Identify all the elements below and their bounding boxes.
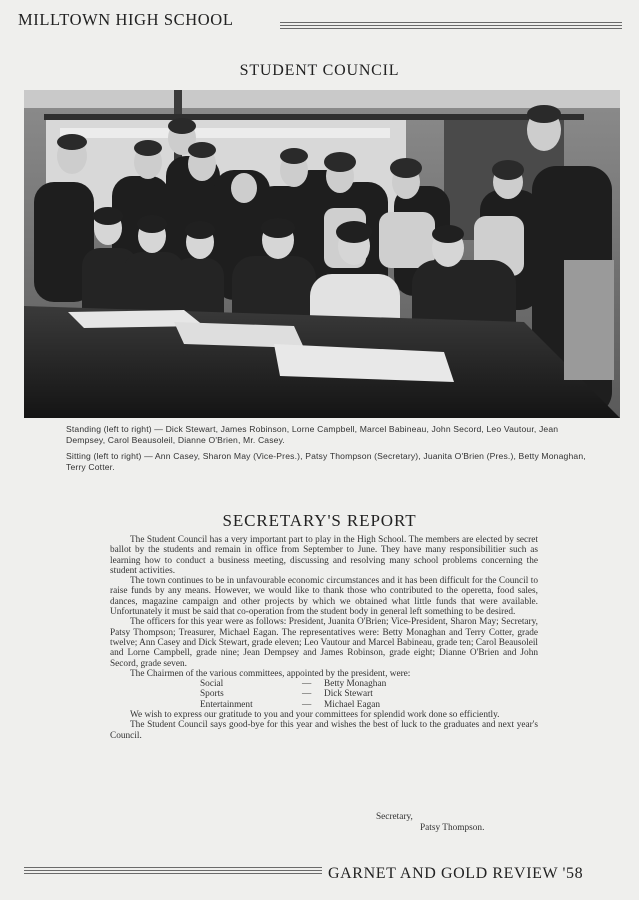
page-header bbox=[18, 10, 622, 32]
signature-block bbox=[376, 812, 484, 834]
footer-rules bbox=[24, 867, 322, 876]
report-paragraph: The officers for this year were as follows: President, Juanita O'Brien; Vice-President, Sharon May; Secretary, Patsy Thompson; Treasurer, Michael Eagan. The representatives were: Betty Monaghan and Terry Cotter, grade twelve; Ann Casey and Dick Stewart, grade eleven; Leo Vautour and Marcel Babineau, grade ten; Carol Beausoleil and Lorne Campbell, grade nine; Jean Dempsey and James Robinson, grade eight; Dianne O'Brien and John Secord, grade seven. bbox=[110, 617, 538, 669]
signature-role: Secretary, bbox=[376, 812, 413, 822]
committee-chair: Betty Monaghan bbox=[324, 679, 387, 690]
committee-row bbox=[200, 679, 538, 689]
caption-standing: Standing (left to right) — Dick Stewart, James Robinson, Lorne Campbell, Marcel Babineau, John Secord, Leo Vautour, Jean Dempsey, Carol Beausoleil, Dianne O'Brien, Mr. Casey. bbox=[66, 424, 559, 445]
committee-dash: — bbox=[302, 689, 312, 700]
signature-name: Patsy Thompson. bbox=[420, 823, 485, 833]
header-rules bbox=[280, 22, 622, 38]
committee-chair: Michael Eagan bbox=[324, 699, 381, 710]
report-paragraph: We wish to express our gratitude to you and your committees for splendid work done so efficiently. bbox=[130, 710, 500, 721]
caption-sitting: Sitting (left to right) — Ann Casey, Sharon May (Vice-Pres.), Patsy Thompson (Secretary), Juanita O'Brien (Pres.), Betty Monaghan, Terry Cotter. bbox=[66, 451, 586, 472]
group-photo-illustration bbox=[24, 90, 620, 418]
committee-name: Entertainment bbox=[200, 699, 253, 710]
report-paragraph: The Student Council says good-bye for this year and wishes the best of luck to the graduates and next year's Council. bbox=[110, 720, 538, 741]
committee-dash: — bbox=[302, 699, 312, 710]
committee-dash: — bbox=[302, 679, 312, 690]
report-title: SECRETARY'S REPORT bbox=[222, 511, 417, 530]
committee-chair: Dick Stewart bbox=[324, 689, 373, 700]
committee-name: Social bbox=[200, 679, 224, 690]
report-body bbox=[110, 535, 538, 741]
committee-row bbox=[200, 689, 538, 699]
section-title: STUDENT COUNCIL bbox=[239, 62, 400, 79]
committee-list bbox=[200, 679, 538, 710]
committee-name: Sports bbox=[200, 689, 224, 700]
committee-row bbox=[200, 700, 538, 710]
school-name: MILLTOWN HIGH SCHOOL bbox=[18, 10, 234, 29]
report-paragraph: The town continues to be in unfavourable economic circumstances and it has been difficult for the Council to raise funds by any means. However, we would like to thank those who contributed to the operetta, food sales, dances, magazine campaign and other projects by which we obtained what little funds that were available. Unfortunately it must be said that co-operation from the student body in general left something to be desired. bbox=[110, 576, 538, 618]
report-paragraph: The Chairmen of the various committees, appointed by the president, were: bbox=[130, 668, 411, 679]
group-photo bbox=[24, 90, 620, 418]
footer-title: GARNET AND GOLD REVIEW '58 bbox=[328, 865, 584, 882]
report-paragraph: The Student Council has a very important part to play in the High School. The members are elected by secret ballot by the students and remain in office from September to June. They have many responsibilitier such as learning how to conduct a business meeting, discussing and resolving many school problems concerning the student activities. bbox=[110, 535, 538, 576]
